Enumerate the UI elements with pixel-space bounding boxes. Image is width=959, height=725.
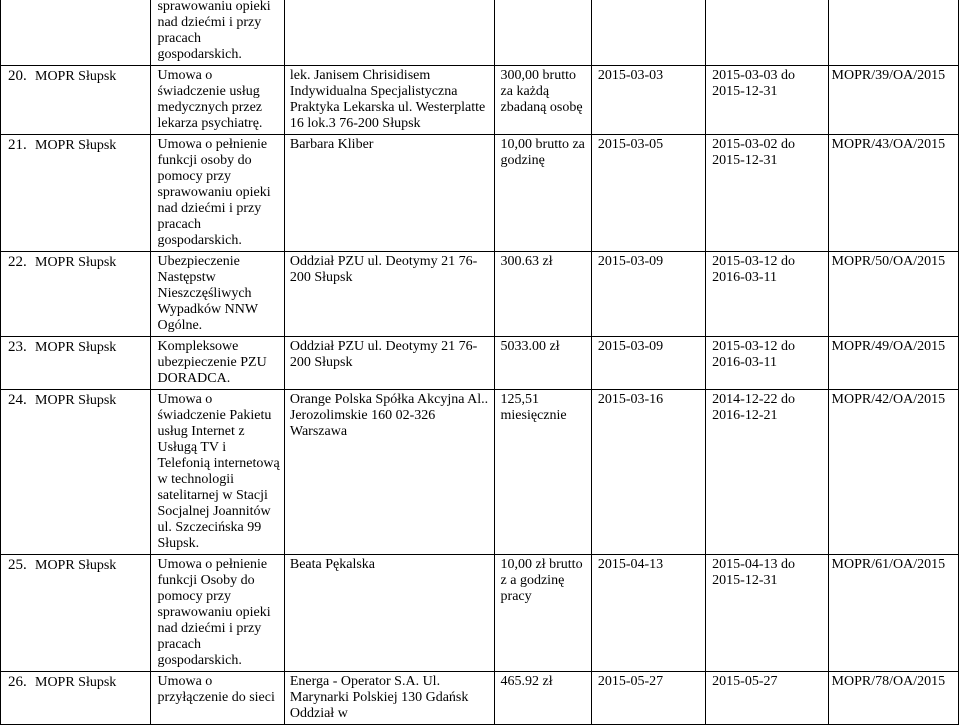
table-row <box>1 252 959 337</box>
contract-reference: MOPR/78/OA/2015 <box>831 674 946 689</box>
party-cell <box>284 66 494 135</box>
row-number: 25. <box>8 557 27 573</box>
amount-cell <box>494 0 591 66</box>
party-cell <box>284 672 494 725</box>
contract-amount: 10,00 zł brutto z a godzinę pracy <box>500 557 583 604</box>
party-cell <box>284 390 494 555</box>
contract-reference: MOPR/61/OA/2015 <box>831 557 946 572</box>
row-number: 26. <box>8 674 27 690</box>
amount-cell <box>494 135 591 252</box>
contract-amount <box>495 0 591 1</box>
contract-amount: 5033.00 zł <box>500 339 560 354</box>
subject-cell <box>151 337 284 390</box>
period-cell <box>706 0 828 66</box>
subject-cell <box>151 66 284 135</box>
amount-cell <box>494 66 591 135</box>
contract-date: 2015-03-05 <box>597 137 664 152</box>
contract-party <box>285 0 494 1</box>
table-row <box>1 390 959 555</box>
contractor-cell <box>1 555 151 672</box>
row-number: 21. <box>8 137 27 153</box>
party-cell <box>284 555 494 672</box>
date-cell <box>591 555 705 672</box>
period-cell <box>706 135 828 252</box>
contractor-name: MOPR Słupsk <box>35 558 117 573</box>
contractor-cell <box>1 135 151 252</box>
table-row <box>1 672 959 725</box>
contract-amount: 465.92 zł <box>500 674 553 689</box>
date-cell <box>591 66 705 135</box>
subject-cell <box>151 0 284 66</box>
contractor-cell <box>1 337 151 390</box>
contractor-cell <box>1 672 151 725</box>
contract-party: Orange Polska Spółka Akcyjna Al.. Jerozolimskie 160 02-326 Warszawa <box>289 392 489 439</box>
contract-subject: Umowa o pełnienie funkcji osoby do pomocy przy sprawowaniu opieki nad dziećmi i przy pracach gospodarskich. <box>157 137 271 248</box>
reference-cell <box>828 337 958 390</box>
contract-period <box>706 0 827 1</box>
contract-party: Oddział PZU ul. Deotymy 21 76-200 Słupsk <box>289 339 478 370</box>
contract-subject: Umowa o pełnienie funkcji Osoby do pomocy przy sprawowaniu opieki nad dziećmi i przy pracach gospodarskich. <box>157 557 271 668</box>
contract-reference: MOPR/43/OA/2015 <box>831 137 946 152</box>
contract-period: 2015-04-13 do 2015-12-31 <box>712 557 795 588</box>
contract-date: 2015-03-09 <box>597 254 664 269</box>
table-row <box>1 555 959 672</box>
contract-date: 2015-05-27 <box>597 674 664 689</box>
date-cell <box>591 252 705 337</box>
subject-cell <box>151 672 284 725</box>
contract-subject: Umowa o świadczenie usług medycznych przez lekarza psychiatrę. <box>157 68 263 131</box>
reference-cell <box>828 390 958 555</box>
reference-cell <box>828 555 958 672</box>
contract-period: 2015-03-12 do 2016-03-11 <box>712 254 795 285</box>
reference-cell <box>828 672 958 725</box>
table-row <box>1 66 959 135</box>
contract-period: 2015-03-12 do 2016-03-11 <box>712 339 795 370</box>
contract-party: lek. Janisem Chrisidisem Indywidualna Specjalistyczna Praktyka Lekarska ul. Westerplatte 16 lok.3 76-200 Słupsk <box>289 68 486 131</box>
contract-amount: 10,00 brutto za godzinę <box>500 137 585 168</box>
contract-date <box>592 0 705 1</box>
contract-subject: Umowa o świadczenie Pakietu usług Internet z Usługą TV i Telefonią internetową w technologii satelitarnej w Stacji Socjalnej Joannitów ul. Szczecińska 99 Słupsk. <box>157 392 280 551</box>
contract-period: 2014-12-22 do 2016-12-21 <box>712 392 795 423</box>
reference-cell <box>828 0 958 66</box>
contract-date: 2015-04-13 <box>597 557 664 572</box>
contract-date: 2015-03-16 <box>597 392 664 407</box>
subject-cell <box>151 135 284 252</box>
party-cell <box>284 337 494 390</box>
contract-date: 2015-03-03 <box>597 68 664 83</box>
period-cell <box>706 252 828 337</box>
subject-cell <box>151 252 284 337</box>
contract-reference: MOPR/39/OA/2015 <box>831 68 946 83</box>
subject-cell <box>151 555 284 672</box>
contract-party: Beata Pękalska <box>289 557 376 572</box>
contract-reference: MOPR/50/OA/2015 <box>831 254 946 269</box>
contractor-name: MOPR Słupsk <box>35 675 117 690</box>
reference-cell <box>828 252 958 337</box>
table-row <box>1 337 959 390</box>
row-number: 23. <box>8 339 27 355</box>
contractor-name: MOPR Słupsk <box>35 340 117 355</box>
period-cell <box>706 672 828 725</box>
contract-party: Barbara Kliber <box>289 137 374 152</box>
contract-reference: MOPR/42/OA/2015 <box>831 392 946 407</box>
amount-cell <box>494 252 591 337</box>
contract-subject: sprawowaniu opieki nad dziećmi i przy pracach gospodarskich. <box>157 0 271 62</box>
contractor-cell <box>1 390 151 555</box>
amount-cell <box>494 337 591 390</box>
contractor-name: MOPR Słupsk <box>35 138 117 153</box>
period-cell <box>706 390 828 555</box>
contract-period: 2015-03-02 do 2015-12-31 <box>712 137 795 168</box>
contractor-name: MOPR Słupsk <box>35 69 117 84</box>
amount-cell <box>494 390 591 555</box>
row-number: 24. <box>8 392 27 408</box>
party-cell <box>284 0 494 66</box>
period-cell <box>706 555 828 672</box>
table-row <box>1 0 959 66</box>
reference-cell <box>828 66 958 135</box>
date-cell <box>591 0 705 66</box>
period-cell <box>706 337 828 390</box>
contract-period: 2015-05-27 <box>712 674 778 689</box>
table-row <box>1 135 959 252</box>
contractor-name: MOPR Słupsk <box>35 393 117 408</box>
contract-subject: Ubezpieczenie Następstw Nieszczęśliwych Wypadków NNW Ogólne. <box>157 254 258 333</box>
subject-cell <box>151 390 284 555</box>
period-cell <box>706 66 828 135</box>
contract-reference: MOPR/49/OA/2015 <box>831 339 946 354</box>
contract-party: Oddział PZU ul. Deotymy 21 76-200 Słupsk <box>289 254 478 285</box>
row-number: 20. <box>8 68 27 84</box>
contract-subject: Umowa o przyłączenie do sieci <box>157 674 275 705</box>
contract-amount: 300,00 brutto za każdą zbadaną osobę <box>500 68 583 115</box>
amount-cell <box>494 672 591 725</box>
date-cell <box>591 672 705 725</box>
contract-reference <box>829 0 958 1</box>
contract-date: 2015-03-09 <box>597 339 664 354</box>
row-number: 22. <box>8 254 27 270</box>
contract-period: 2015-03-03 do 2015-12-31 <box>712 68 795 99</box>
contractor-name: MOPR Słupsk <box>35 255 117 270</box>
contract-subject: Kompleksowe ubezpieczenie PZU DORADCA. <box>157 339 267 386</box>
contractor-cell <box>1 0 151 66</box>
contractor-cell <box>1 66 151 135</box>
reference-cell <box>828 135 958 252</box>
contract-amount: 300.63 zł <box>500 254 553 269</box>
contractor-cell <box>1 252 151 337</box>
date-cell <box>591 135 705 252</box>
party-cell <box>284 252 494 337</box>
party-cell <box>284 135 494 252</box>
amount-cell <box>494 555 591 672</box>
date-cell <box>591 337 705 390</box>
contract-amount: 125,51 miesięcznie <box>500 392 567 423</box>
date-cell <box>591 390 705 555</box>
contract-party: Energa - Operator S.A. Ul. Marynarki Polskiej 130 Gdańsk Oddział w <box>289 674 469 721</box>
